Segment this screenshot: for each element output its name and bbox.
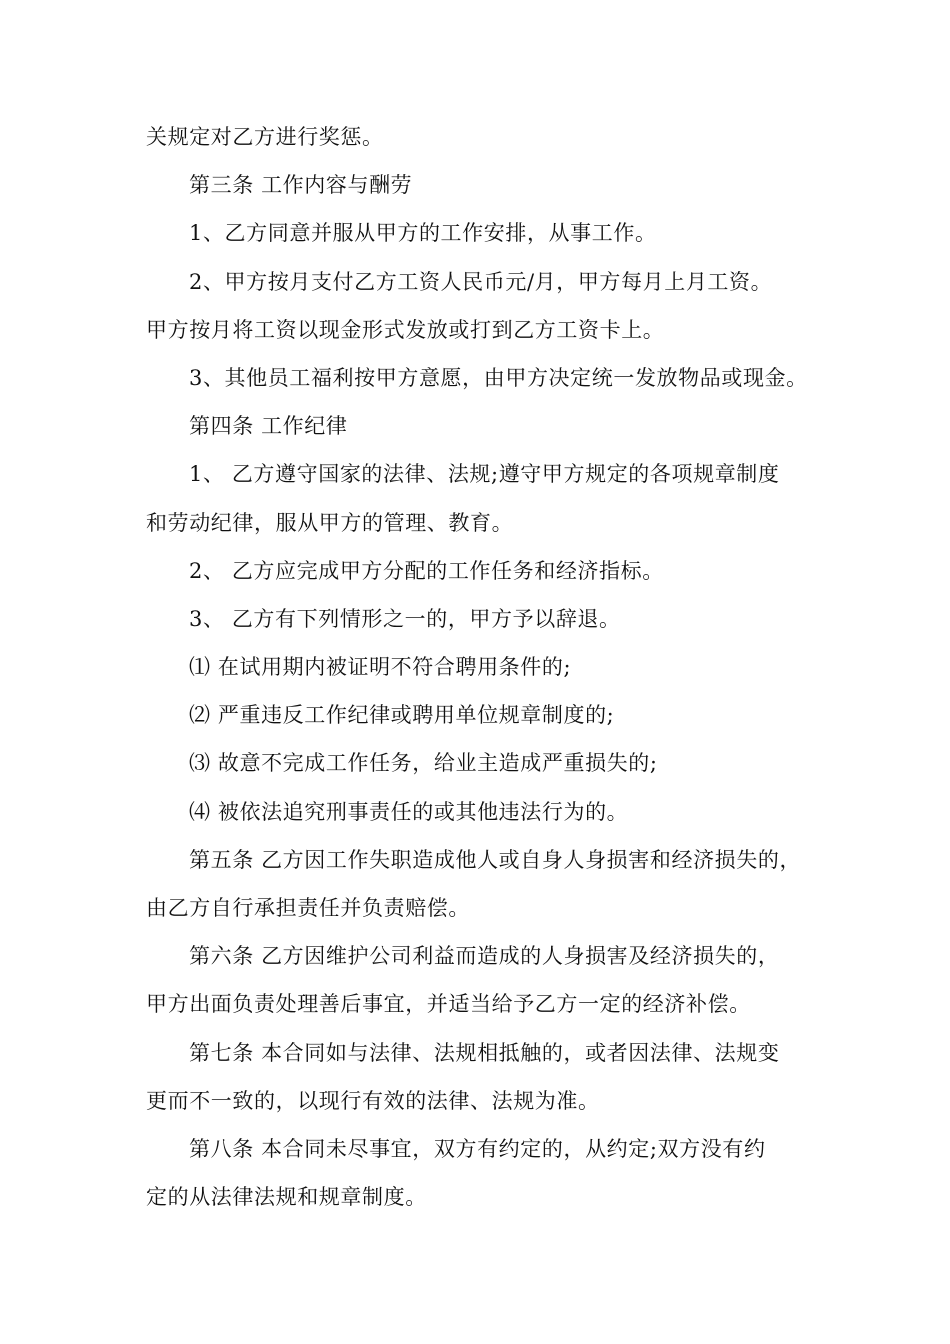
paragraph-line: 定的从法律法规和规章制度。 <box>146 1185 427 1210</box>
paragraph-line: 2、甲方按月支付乙方工资人民币元/月，甲方每月上月工资。 <box>189 269 773 294</box>
article-8: 第八条 本合同未尽事宜，双方有约定的，从约定;双方没有约 <box>189 1136 766 1161</box>
article-5: 第五条 乙方因工作失职造成他人或自身人身损害和经济损失的， <box>189 847 802 872</box>
article-3-heading: 第三条 工作内容与酬劳 <box>189 173 413 198</box>
article-4-heading: 第四条 工作纪律 <box>189 414 348 439</box>
paragraph-line: 1、 乙方遵守国家的法律、法规;遵守甲方规定的各项规章制度 <box>189 462 780 487</box>
paragraph-line: 甲方按月将工资以现金形式发放或打到乙方工资卡上。 <box>146 317 665 342</box>
paragraph-line: 关规定对乙方进行奖惩。 <box>146 125 384 149</box>
paragraph-line: 1、乙方同意并服从甲方的工作安排，从事工作。 <box>189 221 657 246</box>
list-item: ⑵ 严重违反工作纪律或聘用单位规章制度的; <box>189 703 615 728</box>
paragraph-line: 甲方出面负责处理善后事宜，并适当给予乙方一定的经济补偿。 <box>146 992 751 1017</box>
article-7: 第七条 本合同如与法律、法规相抵触的，或者因法律、法规变 <box>189 1040 780 1065</box>
paragraph-line: 由乙方自行承担责任并负责赔偿。 <box>146 896 470 920</box>
article-6: 第六条 乙方因维护公司利益而造成的人身损害及经济损失的， <box>189 944 780 969</box>
paragraph-line: 3、其他员工福利按甲方意愿，由甲方决定统一发放物品或现金。 <box>189 365 808 390</box>
paragraph-line: 和劳动纪律，服从甲方的管理、教育。 <box>146 510 514 535</box>
document-body <box>0 113 950 1221</box>
paragraph-line: 2、 乙方应完成甲方分配的工作任务和经济指标。 <box>189 558 664 583</box>
list-item: ⑴ 在试用期内被证明不符合聘用条件的; <box>189 655 572 680</box>
paragraph-line: 3、 乙方有下列情形之一的，甲方予以辞退。 <box>189 606 621 631</box>
list-item: ⑷ 被依法追究刑事责任的或其他违法行为的。 <box>189 799 629 824</box>
list-item: ⑶ 故意不完成工作任务，给业主造成严重损失的; <box>189 751 658 776</box>
paragraph-line: 更而不一致的，以现行有效的法律、法规为准。 <box>146 1088 600 1113</box>
